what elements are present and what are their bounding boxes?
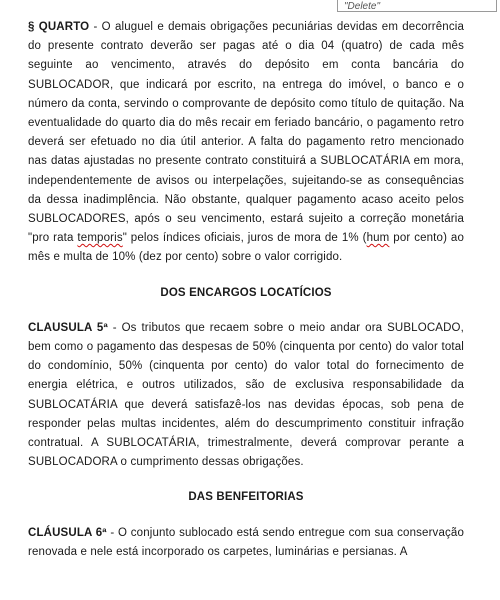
paragraph-text: - O aluguel e demais obrigações pecuniárias devidas em decorrência do presente contrato deverão ser pagas até o dia 04 (quatro) de cada mês seguinte ao vencimento, através do depósito em conta bancária do SUBLOCADOR, que indicará por escrito, na entrega do imóvel, o banco e o número da conta, servindo o comprovante de depósito como título de quitação. Na eventualidade do quarto dia do mês recair em feriado bancário, o pagamento retro deverá ser efetuado no dia útil anterior. A falta do pagamento retro mencionado nas datas ajustadas no presente contrato constituirá a SUBLOCATÁRIA em mora, independentemente de avisos ou interpelações, sujeitando-se as consequências da dessa inadimplência. Não obstante, qualquer pagamento acaso aceito pelos SUBLOCADORES, após o seu vencimento, estará sujeito a correção monetária "pro rata <box>28 21 464 245</box>
paragraph-clausula-5 <box>28 319 464 473</box>
paragraph-quarto <box>28 18 464 268</box>
paragraph-lead-quarto: § QUARTO <box>28 21 90 33</box>
paragraph-text: - O conjunto sublocado está sendo entregue com sua conservação renovada e nele está incorporado os carpetes, luminárias e persianas. A <box>28 526 464 558</box>
paragraph-text: - Os tributos que recaem sobre o meio andar ora SUBLOCADO, bem como o pagamento das despesas de 50% (cinquenta por cento) do valor total do condomínio, 50% (cinquenta por cento) do valor total do fornecimento de energia elétrica, e outros utilizados, são de exclusiva responsabilidade da SUBLOCATÁRIA que deverá satisfazê-los nas devidas épocas, sob pena de responder pelas multas incidentes, além do descumprimento constituir infração contratual. A SUBLOCATÁRIA, trimestralmente, deverá comprovar perante a SUBLOCADORA o cumprimento dessas obrigações. <box>28 321 464 469</box>
comment-balloon[interactable] <box>337 0 497 12</box>
section-heading-encargos: DOS ENCARGOS LOCATÍCIOS <box>160 286 332 299</box>
paragraph-clausula-6 <box>28 524 464 562</box>
paragraph-spacer <box>28 268 464 284</box>
paragraph-spacer <box>28 472 464 488</box>
comment-text-line-2: "Delete" <box>344 1 381 12</box>
spellcheck-flagged-word[interactable]: hum <box>366 232 390 245</box>
paragraph-lead-clausula-6: CLÁUSULA 6ª <box>28 526 107 539</box>
section-heading-benfeitorias: DAS BENFEITORIAS <box>188 491 304 504</box>
paragraph-text: " pelos índices oficiais, juros de mora de 1% ( <box>122 232 367 245</box>
document-body <box>28 18 464 562</box>
paragraph-lead-clausula-5: CLAUSULA 5ª <box>28 321 108 334</box>
paragraph-text: por cento) ao mês e multa de 10% (dez por cento) sobre o valor corrigido. <box>28 232 464 264</box>
paragraph-spacer <box>28 303 464 319</box>
paragraph-spacer <box>28 508 464 524</box>
spellcheck-flagged-word[interactable]: temporis <box>77 232 123 245</box>
